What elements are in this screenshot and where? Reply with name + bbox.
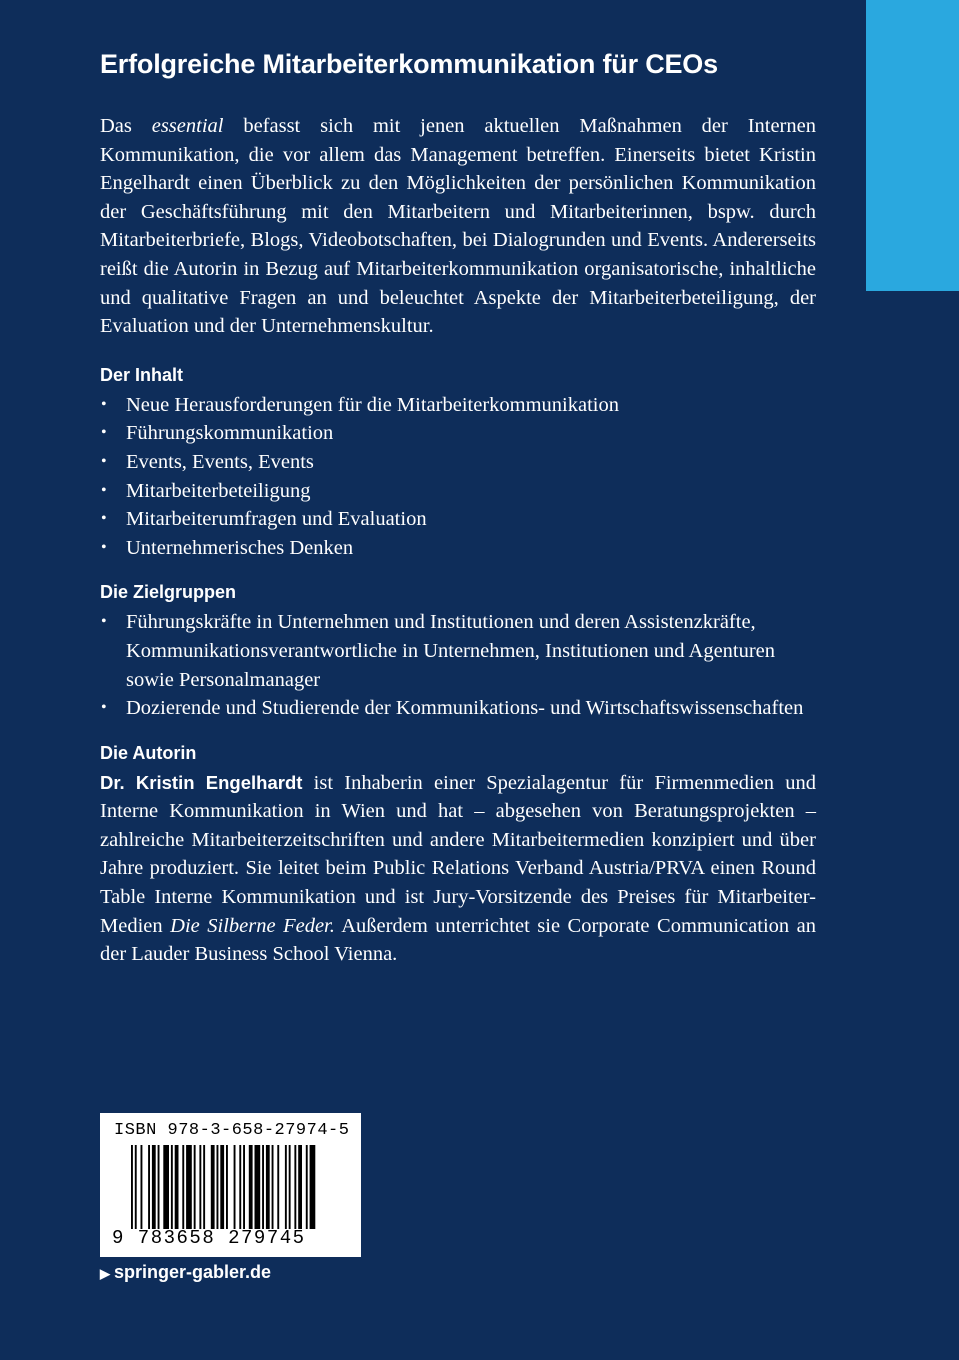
barcode-bar	[194, 1145, 196, 1229]
barcode-bar	[289, 1145, 291, 1229]
barcode-bar	[272, 1145, 274, 1229]
author-name: Dr. Kristin Engelhardt	[100, 771, 303, 793]
intro-emphasis: essential	[151, 115, 224, 137]
barcode-bar	[226, 1145, 228, 1229]
list-item: • Neue Herausforderungen für die Mitarbeiterkommunikation	[100, 391, 816, 420]
barcode-bar	[203, 1145, 205, 1229]
list-item: • Mitarbeiterbeteiligung	[100, 477, 816, 506]
zielgruppen-list	[100, 608, 816, 722]
intro-text-rest: befasst sich mit jenen aktuellen Maßnahmen der Internen Kommunikation, die vor allem das Management betreffen. Einerseits bietet Kristin Engelhardt einen Überblick zu den Möglichkeiten der persönlichen Kommunikation der Geschäftsführung mit den Mitarbeitern und Mitarbeiterinnen, bspw. durch Mitarbeiterbriefe, Blogs, Videobotschaften, bei Dialogrunden und Events. Andererseits reißt die Autorin in Bezug auf Mitarbeiterkommunikation organisatorische, inhaltliche und qualitative Fragen an und beleuchtet Aspekte der Mitarbeiterbeteiligung, der Evaluation und der Unternehmenskultur.	[100, 115, 816, 338]
website-link[interactable]: springer-gabler.de	[114, 1262, 272, 1282]
publisher-website[interactable]	[100, 1262, 271, 1283]
list-item: • Führungskräfte in Unternehmen und Institutionen und deren Assistenzkräfte, Kommunikationsverantwortliche in Unternehmen, Institutionen und Agenturen sowie Personalmanager	[100, 608, 816, 694]
barcode-bar	[310, 1145, 316, 1229]
author-bio-text: ist Inhaberin einer Spezialagentur für Firmenmedien und Interne Kommunikation in Wien und hat – abgesehen von Beratungsprojekten – zahlreiche Mitarbeiterzeitschriften und andere Mitarbeitermedien konzipiert und über Jahre produziert. Sie leitet beim Public Relations Verband Austria/PRVA einen Round Table Interne Kommunikation und ist Jury-Vorsitzende des Preises für Mitarbeiter-Medien	[100, 771, 816, 937]
barcode-bar	[249, 1145, 253, 1229]
barcode-bar	[186, 1145, 192, 1229]
barcode-bar	[148, 1145, 150, 1229]
book-title: Erfolgreiche Mitarbeiterkommunikation für CEOs	[100, 49, 718, 79]
barcode-bar	[211, 1145, 215, 1229]
barcode-bar	[306, 1145, 308, 1229]
barcode-bar	[131, 1145, 133, 1229]
section-heading-inhalt: Der Inhalt	[100, 364, 184, 385]
list-item: • Führungskommunikation	[100, 419, 816, 448]
list-item: • Unternehmerisches Denken	[100, 534, 816, 563]
isbn-label: ISBN 978-3-658-27974-5	[114, 1121, 350, 1140]
back-cover-content	[100, 44, 816, 969]
isbn-digits: 9 783658 279745	[112, 1227, 306, 1249]
accent-color-tab	[866, 0, 959, 291]
barcode-bar	[243, 1145, 245, 1229]
barcode-bar	[199, 1145, 201, 1229]
barcode-bar	[239, 1145, 241, 1229]
barcode-bar	[175, 1145, 179, 1229]
award-name: Die Silberne Feder.	[170, 914, 335, 937]
barcode-bar	[255, 1145, 261, 1229]
intro-paragraph	[100, 112, 816, 341]
barcode-bar	[135, 1145, 137, 1229]
barcode-bar	[266, 1145, 270, 1229]
barcode-bar	[141, 1145, 143, 1229]
barcode-bar	[217, 1145, 219, 1229]
author-bio-text-end: Außerdem unterrichtet sie Corporate Communication an der Lauder Business School Vienna.	[100, 914, 816, 966]
barcode-bar	[294, 1145, 296, 1229]
list-item: • Dozierende und Studierende der Kommunikations- und Wirtschaftswissenschaften	[100, 694, 816, 723]
isbn-barcode	[100, 1113, 361, 1257]
barcode-bar	[234, 1145, 236, 1229]
barcode-bar	[152, 1145, 156, 1229]
barcode-bar	[277, 1145, 279, 1229]
list-item: • Mitarbeiterumfragen und Evaluation	[100, 505, 816, 534]
barcode-bar	[171, 1145, 173, 1229]
barcode-bar	[262, 1145, 264, 1229]
barcode-bar	[163, 1145, 169, 1229]
barcode-bar	[298, 1145, 302, 1229]
barcode-bar	[158, 1145, 160, 1229]
section-heading-zielgruppen: Die Zielgruppen	[100, 582, 237, 603]
list-item: • Events, Events, Events	[100, 448, 816, 477]
section-heading-autorin: Die Autorin	[100, 742, 197, 763]
barcode-bars	[131, 1145, 331, 1229]
barcode-bar	[182, 1145, 184, 1229]
inhalt-list	[100, 391, 816, 563]
author-bio	[100, 769, 816, 969]
intro-text-start: Das	[100, 115, 152, 137]
barcode-bar	[220, 1145, 224, 1229]
barcode-bar	[285, 1145, 287, 1229]
arrow-right-icon: ▶	[100, 1266, 110, 1281]
